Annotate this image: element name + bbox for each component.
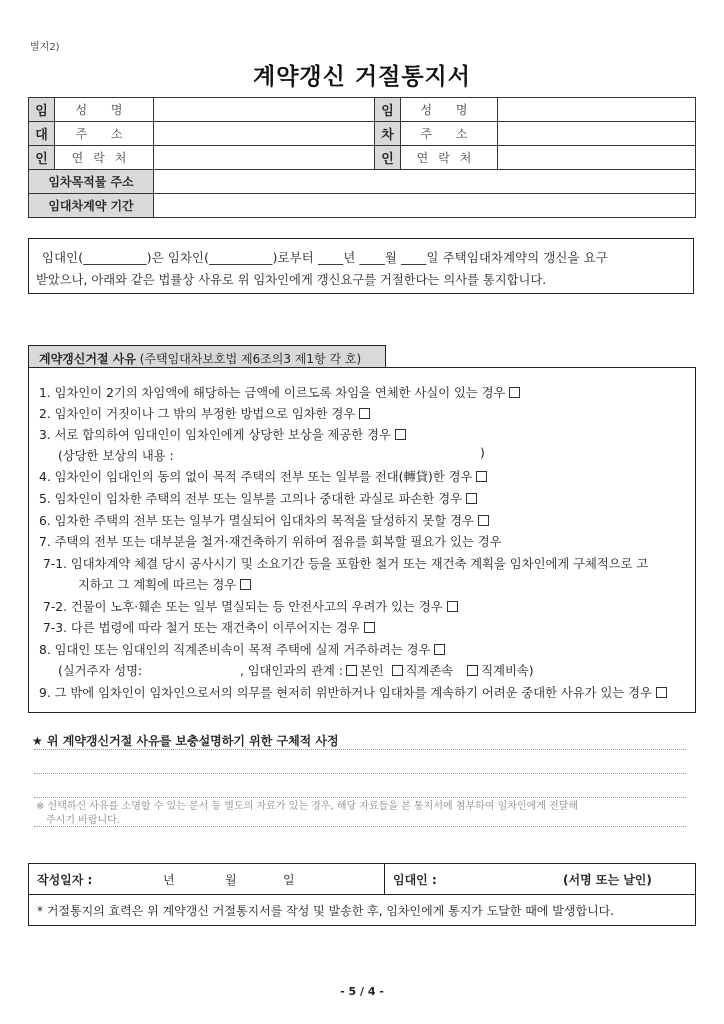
reason-8-checkbox[interactable] <box>434 644 445 655</box>
landlord-address-field[interactable] <box>154 122 375 146</box>
reason-8-detail <box>58 661 534 679</box>
reason-7-3 <box>43 618 375 636</box>
self-checkbox[interactable] <box>346 665 357 676</box>
landlord-char-2: 대 <box>29 122 55 146</box>
reason-7-3-text: 7-3. 다른 법령에 따라 철거 또는 재건축이 이루어지는 경우 <box>43 621 360 635</box>
landlord-sign-label: 임대인 : <box>393 872 437 887</box>
reason-9-checkbox[interactable] <box>656 687 667 698</box>
reason-6-text: 6. 임차한 주택의 전부 또는 일부가 멸실되어 임대차의 목적을 달성하지 못할 경우 <box>39 514 474 528</box>
tenant-char-1: 임 <box>375 98 401 122</box>
reason-2-checkbox[interactable] <box>359 408 370 419</box>
supplement-note-line-1: ※ 선택하신 사유를 소명할 수 있는 문서 등 별도의 자료가 있는 경우, 해당 자료들을 본 통지서에 첨부하여 임차인에게 전달해 <box>36 801 579 812</box>
reason-3-detail-label: (상당한 보상의 내용 : <box>58 449 174 463</box>
tenant-contact-field[interactable] <box>498 146 696 170</box>
reason-4-checkbox[interactable] <box>476 471 487 482</box>
relationship-label: , 임대인과의 관계 : <box>239 664 343 678</box>
supplement-note-line-2: 주시기 바랍니다. <box>46 815 120 826</box>
page-number: - 5 / 4 - <box>340 985 384 998</box>
landlord-contact-field[interactable] <box>154 146 375 170</box>
reason-7-2-checkbox[interactable] <box>447 601 458 612</box>
reason-6-checkbox[interactable] <box>478 515 489 526</box>
supplement-note <box>36 800 686 828</box>
tenant-char-3: 인 <box>375 146 401 170</box>
supplement-line-3[interactable] <box>34 797 686 798</box>
reason-4 <box>39 467 487 485</box>
notice-line-2: 받았으나, 아래와 같은 법률상 사유로 위 임차인에게 갱신요구를 거절한다는 의사를 통지합니다. <box>36 273 547 287</box>
reason-3 <box>39 425 406 443</box>
tenant-address-field[interactable] <box>498 122 696 146</box>
notice-text <box>36 247 686 291</box>
landlord-char-1: 임 <box>29 98 55 122</box>
effect-footnote: * 거절통지의 효력은 위 계약갱신 거절통지서를 작성 및 발송한 후, 임차인에게 통지가 도달한 때에 발생합니다. <box>29 895 696 926</box>
reason-1-checkbox[interactable] <box>509 387 520 398</box>
reason-2 <box>39 404 370 422</box>
signature-table <box>28 863 696 926</box>
reason-7-3-checkbox[interactable] <box>364 622 375 633</box>
sign-or-seal-label: (서명 또는 날인) <box>563 872 652 887</box>
notice-line-1: 임대인(__________)은 임차인(__________)로부터 ____년 ____월 ____일 주택임대차계약의 갱신을 요구 <box>42 251 608 265</box>
reason-5 <box>39 489 477 507</box>
reason-1-text: 1. 임차인이 2기의 차임액에 해당하는 금액에 이르도록 차임을 연체한 사실이 있는 경우 <box>39 386 506 400</box>
descendant-checkbox[interactable] <box>467 665 478 676</box>
ascendant-checkbox[interactable] <box>392 665 403 676</box>
reason-5-text: 5. 임차인이 임차한 주택의 전부 또는 일부를 고의나 중대한 과실로 파손한 경우 <box>39 492 462 506</box>
reason-7-2 <box>43 597 458 615</box>
reason-8-text: 8. 임대인 또는 임대인의 직계존비속이 목적 주택에 실제 거주하려는 경우 <box>39 643 431 657</box>
reason-1 <box>39 383 520 401</box>
reason-3-text: 3. 서로 합의하여 임대인이 임차인에게 상당한 보상을 제공한 경우 <box>39 428 391 442</box>
party-info-table <box>28 97 696 218</box>
lease-period-label: 임대차계약 기간 <box>29 194 154 218</box>
reason-9-text: 9. 그 밖에 임차인이 임차인으로서의 의무를 현저히 위반하거나 임대차를 계속하기 어려운 중대한 사유가 있는 경우 <box>39 686 652 700</box>
tenant-char-2: 차 <box>375 122 401 146</box>
property-address-field[interactable] <box>154 170 696 194</box>
date-cell[interactable] <box>29 864 385 895</box>
landlord-char-3: 인 <box>29 146 55 170</box>
landlord-contact-label: 연락처 <box>55 146 154 170</box>
reason-5-checkbox[interactable] <box>466 493 477 504</box>
reason-7-1-checkbox[interactable] <box>240 579 251 590</box>
date-label: 작성일자 : <box>37 872 93 887</box>
landlord-sign-cell[interactable] <box>385 864 696 895</box>
self-label: 본인 <box>359 664 384 678</box>
reason-4-text: 4. 임차인이 임대인의 동의 없이 목적 주택의 전부 또는 일부를 전대(轉貸)한 경우 <box>39 470 473 484</box>
reason-6 <box>39 511 489 529</box>
property-address-label: 임차목적물 주소 <box>29 170 154 194</box>
resident-name-label: (실거주자 성명: <box>58 664 143 678</box>
supplement-line-4 <box>34 826 686 827</box>
reason-7-1-cont-text: 지하고 그 계획에 따르는 경우 <box>78 578 237 592</box>
reason-3-checkbox[interactable] <box>395 429 406 440</box>
reason-7-1: 7-1. 임대차계약 체결 당시 공사시기 및 소요기간 등을 포함한 철거 또는 재건축 계획을 임차인에게 구체적으로 고 <box>43 557 649 571</box>
supplement-title: ★ 위 계약갱신거절 사유를 보충설명하기 위한 구체적 사정 <box>32 734 339 748</box>
lease-period-field[interactable] <box>154 194 696 218</box>
tenant-name-label: 성 명 <box>401 98 498 122</box>
tenant-name-field[interactable] <box>498 98 696 122</box>
tenant-address-label: 주 소 <box>401 122 498 146</box>
reason-7-2-text: 7-2. 건물이 노후·훼손 또는 일부 멸실되는 등 안전사고의 우려가 있는 경우 <box>43 600 443 614</box>
year-label: 년 <box>163 872 175 887</box>
reason-8 <box>39 640 445 658</box>
month-label: 월 <box>225 872 237 887</box>
descendant-label: 직계비속) <box>481 664 534 678</box>
landlord-name-label: 성 명 <box>55 98 154 122</box>
ascendant-label: 직계존속 <box>405 664 454 678</box>
tenant-contact-label: 연락처 <box>401 146 498 170</box>
supplement-line-2[interactable] <box>34 773 686 774</box>
reason-2-text: 2. 임차인이 거짓이나 그 밖의 부정한 방법으로 임차한 경우 <box>39 407 356 421</box>
day-label: 일 <box>283 872 295 887</box>
reason-9 <box>39 683 667 701</box>
reasons-title: 계약갱신거절 사유 <box>39 352 136 366</box>
landlord-address-label: 주 소 <box>55 122 154 146</box>
reason-7-1-cont <box>78 575 251 593</box>
landlord-name-field[interactable] <box>154 98 375 122</box>
reasons-legal-basis: (주택임대차보호법 제6조의3 제1항 각 호) <box>139 352 362 366</box>
reason-3-detail-close: ) <box>480 446 485 460</box>
supplement-line-1[interactable] <box>34 749 686 750</box>
reason-7: 7. 주택의 전부 또는 대부분을 철거·재건축하기 위하여 점유를 회복할 필요가 있는 경우 <box>39 535 502 549</box>
page-title: 계약갱신 거절통지서 <box>253 64 471 90</box>
reasons-header <box>28 345 386 367</box>
form-label: 별지2) <box>30 42 60 53</box>
